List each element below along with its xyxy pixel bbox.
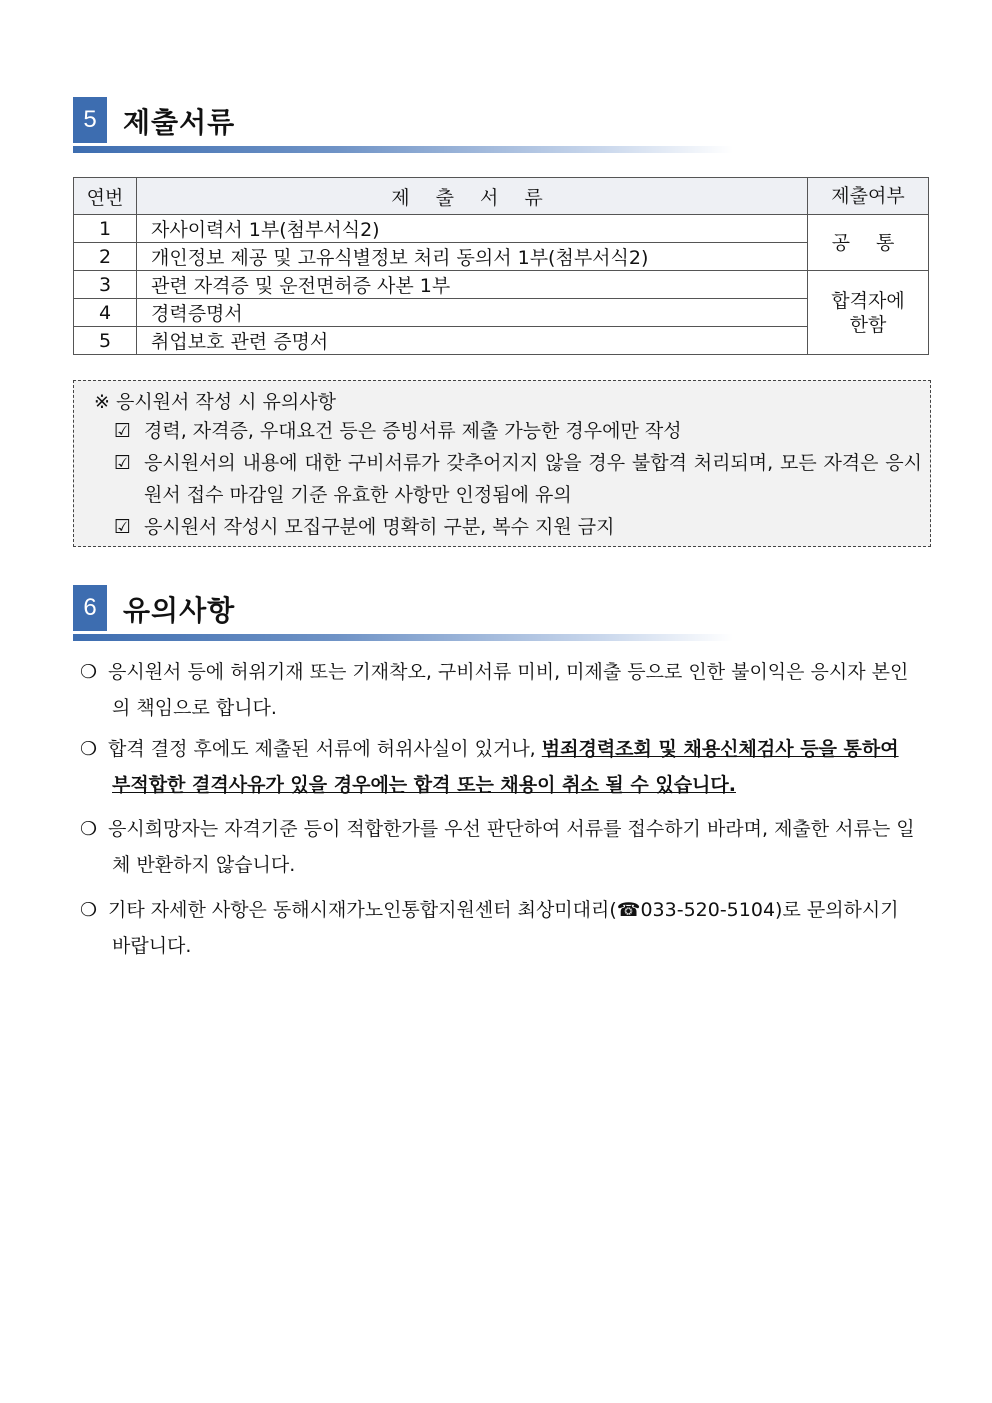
row-document: 관련 자격증 및 운전면허증 사본 1부 [137,271,808,299]
circle-bullet-icon: ❍ [80,899,98,921]
table-header-row [74,178,929,215]
note-text: 응시원서의 내용에 대한 구비서류가 갖추어지지 않을 경우 불합격 처리되며, 모든 자격은 응시원서 접수 마감일 기준 유효한 사항만 인정됨에 유의 [144,452,922,506]
row-document: 취업보호 관련 증명서 [137,327,808,355]
header-document: 제 출 서 류 [137,178,808,215]
header-no: 연번 [74,178,137,215]
section-title: 제출서류 [123,106,236,139]
notes-title: ※ 응시원서 작성 시 유의사항 [94,391,336,413]
row-no: 2 [74,243,137,271]
note-item [114,447,922,511]
documents-table [73,177,929,355]
section-underline [73,634,733,641]
checkbox-checked-icon: ☑ [114,516,132,538]
notice-text: 기타 자세한 사항은 동해시재가노인통합지원센터 최상미대리(☎033-520-5104)로 문의하시기 바랍니다. [108,899,899,957]
note-text: 경력, 자격증, 우대요건 등은 증빙서류 제출 가능한 경우에만 작성 [144,420,682,442]
row-document: 개인정보 제공 및 고유식별정보 처리 동의서 1부(첨부서식2) [137,243,808,271]
table-row [74,271,929,299]
submit-passers-only: 합격자에 한함 [808,271,929,355]
row-no: 3 [74,271,137,299]
row-no: 5 [74,327,137,355]
notice-text: 합격 결정 후에도 제출된 서류에 허위사실이 있거나, 범죄경력조회 및 채용신체검사 등을 통하여 부적합한 결격사유가 있을 경우에는 합격 또는 채용이 취소 될 수 있습니다. [108,738,899,796]
section-number: 6 [73,585,107,631]
table-row [74,215,929,243]
section-5-header [73,97,733,157]
circle-bullet-icon: ❍ [80,661,98,683]
application-notes-box [73,380,931,547]
section-underline [73,146,733,153]
table-row [74,243,929,271]
circle-bullet-icon: ❍ [80,738,98,760]
submit-common: 공 통 [808,215,929,271]
notice-text: 응시희망자는 자격기준 등이 적합한가를 우선 판단하여 서류를 접수하기 바라며, 제출한 서류는 일체 반환하지 않습니다. [108,818,915,876]
section-title: 유의사항 [123,594,236,627]
emphasized-text: 범죄경력조회 및 채용신체검사 등을 통하여 부적합한 결격사유가 있을 경우에는 합격 또는 채용이 취소 될 수 있습니다. [112,738,899,796]
circle-bullet-icon: ❍ [80,818,98,840]
notice-item [80,892,922,964]
table-row [74,299,929,327]
notice-text: 응시원서 등에 허위기재 또는 기재착오, 구비서류 미비, 미제출 등으로 인한 불이익은 응시자 본인의 책임으로 합니다. [108,661,909,719]
note-text: 응시원서 작성시 모집구분에 명확히 구분, 복수 지원 금지 [144,516,615,538]
notice-item [80,654,922,726]
note-item [114,511,922,543]
checkbox-checked-icon: ☑ [114,452,132,474]
notice-item [80,731,922,803]
note-item [114,415,922,447]
notice-item [80,811,922,883]
header-submit: 제출여부 [808,178,929,215]
section-number: 5 [73,97,107,143]
row-no: 4 [74,299,137,327]
section-6-header [73,585,733,645]
checkbox-checked-icon: ☑ [114,420,132,442]
row-document: 자사이력서 1부(첨부서식2) [137,215,808,243]
row-document: 경력증명서 [137,299,808,327]
row-no: 1 [74,215,137,243]
table-row [74,327,929,355]
